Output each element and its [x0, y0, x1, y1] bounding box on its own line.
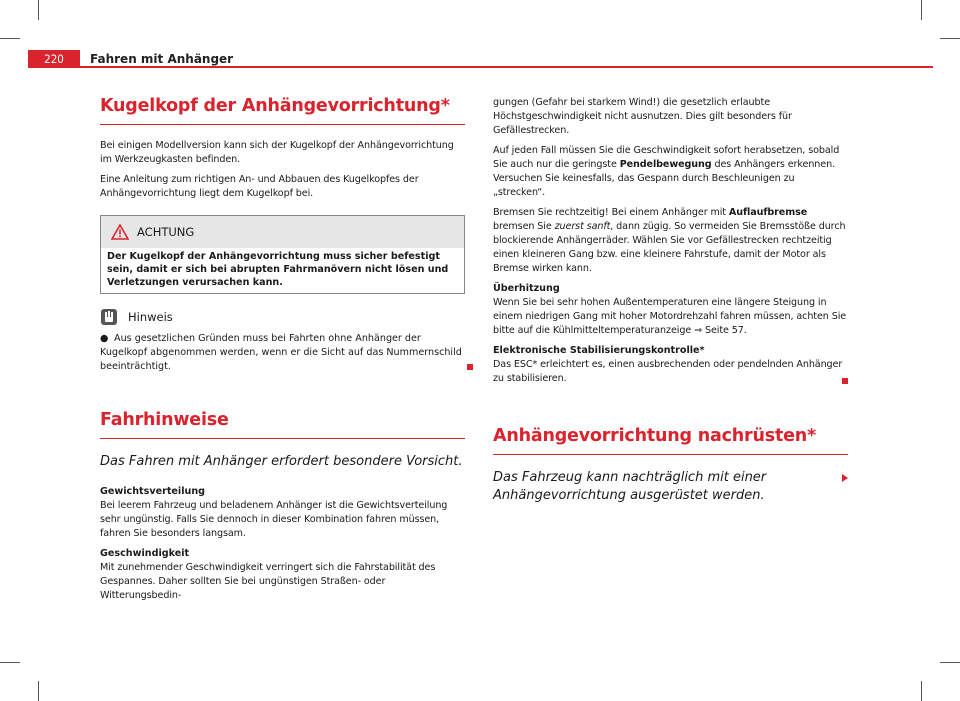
page-number: 220: [28, 50, 80, 68]
paragraph: [493, 144, 848, 200]
note-body: [100, 332, 465, 374]
italic-term: zuerst sanft: [554, 221, 611, 232]
crop-mark: [921, 0, 922, 20]
running-title: Fahren mit Anhänger: [90, 52, 234, 66]
paragraph: [493, 206, 848, 276]
crop-mark: [940, 662, 960, 663]
crop-mark: [921, 681, 922, 701]
bold-term: Pendelbewegung: [619, 159, 712, 170]
section-title-nachruesten: Anhängevorrichtung nachrüsten*: [493, 426, 848, 455]
warning-box: [100, 215, 465, 294]
text-run: bremsen Sie: [493, 221, 555, 232]
subheading: Geschwindigkeit: [100, 548, 190, 559]
warning-text: Der Kugelkopf der Anhängevorrichtung muss sicher befestigt sein, damit er sich bei abrupten Fahrmanövern nicht lösen und Verletzungen verursachen kann.: [107, 251, 449, 288]
text-run: Das Fahrzeug kann nachträglich mit einer Anhängevorrichtung ausgerüstet werden.: [493, 470, 767, 503]
crop-mark: [0, 662, 20, 663]
note-text: Aus gesetzlichen Gründen muss bei Fahrten ohne Anhänger der Kugelkopf abgenommen werden, wenn er die Sicht auf das Nummernschild beeinträchtigt.: [100, 333, 462, 372]
crop-mark: [38, 681, 39, 701]
section-title-fahrhinweise: Fahrhinweise: [100, 410, 465, 439]
bullet: ●: [100, 333, 109, 344]
end-square-icon: [467, 364, 473, 370]
text-run: Auf jeden Fall müssen Sie die Geschwindigkeit sofort herabsetzen, sobald Sie auch nur die geringste: [493, 145, 840, 170]
text-run: Bremsen Sie rechtzeitig! Bei einem Anhänger mit: [493, 207, 729, 218]
crop-mark: [38, 0, 39, 20]
bold-term: Auflaufbremse: [728, 207, 808, 218]
right-column: [493, 96, 848, 519]
lead-text: [493, 469, 848, 505]
paragraph: Bei leerem Fahrzeug und beladenem Anhänger ist die Gewichtsverteilung sehr ungünstig. Falls Sie dennoch in dieser Kombination fahren müssen, fahren Sie besonders langsam.: [100, 500, 448, 539]
paragraph: Wenn Sie bei sehr hohen Außentemperaturen eine längere Steigung in einem niedrigen Gang mit hoher Motordrehzahl fahren müssen, achten Sie bitte auf die Kühlmitteltemperaturanzeige ⇒ Seite 57.: [493, 297, 847, 336]
crop-mark: [940, 38, 960, 39]
paragraph: gungen (Gefahr bei starkem Wind!) die gesetzlich erlaubte Höchstgeschwindigkeit nicht ausnutzen. Dies gilt besonders für Gefällestrecken.: [493, 97, 792, 136]
paragraph: Eine Anleitung zum richtigen An- und Abbauen des Kugelkopfes der Anhängevorrichtung liegt dem Kugelkopf bei.: [100, 174, 419, 199]
subheading: Elektronische Stabilisierungskontrolle*: [493, 345, 705, 356]
crop-mark: [0, 38, 20, 39]
subheading: Gewichtsverteilung: [100, 486, 206, 497]
note-hand-icon: [100, 308, 118, 326]
note-title: Hinweis: [128, 310, 173, 324]
end-square-icon: [842, 378, 848, 384]
lead-text: Das Fahren mit Anhänger erfordert besondere Vorsicht.: [100, 454, 463, 469]
header-rule: [28, 66, 933, 68]
paragraph: Mit zunehmender Geschwindigkeit verringert sich die Fahrstabilität des Gespannes. Daher sollten Sie bei ungünstigen Straßen- oder Witterungsbedin-: [100, 562, 436, 601]
section-title-kugelkopf: Kugelkopf der Anhängevorrichtung*: [100, 96, 465, 125]
warning-title: ACHTUNG: [137, 225, 195, 239]
continue-arrow-icon: [842, 474, 848, 482]
subheading: Überhitzung: [493, 283, 560, 294]
note-header: [100, 308, 465, 326]
warning-header: [101, 216, 464, 248]
text-run: , dann zügig. So vermeiden Sie Bremsstöße durch blockierende Anhängerräder. Wählen Sie vor Gefällestrecken rechtzeitig einen kleineren Gang bzw. eine kleinere Fahrstufe, damit der Motor als Bremse wirken kann.: [493, 221, 846, 274]
text-run: des Anhängers erkennen. Versuchen Sie keinesfalls, das Gespann durch Beschleunigen zu „strecken“.: [493, 159, 836, 198]
warning-triangle-icon: [111, 224, 129, 240]
text-run: Das ESC* erleichtert es, einen ausbrechenden oder pendelnden Anhänger zu stabilisieren.: [493, 359, 843, 384]
paragraph: Bei einigen Modellversion kann sich der Kugelkopf der Anhängevorrichtung im Werkzeugkasten befinden.: [100, 140, 454, 165]
paragraph: [493, 358, 848, 386]
left-column: [100, 96, 465, 609]
